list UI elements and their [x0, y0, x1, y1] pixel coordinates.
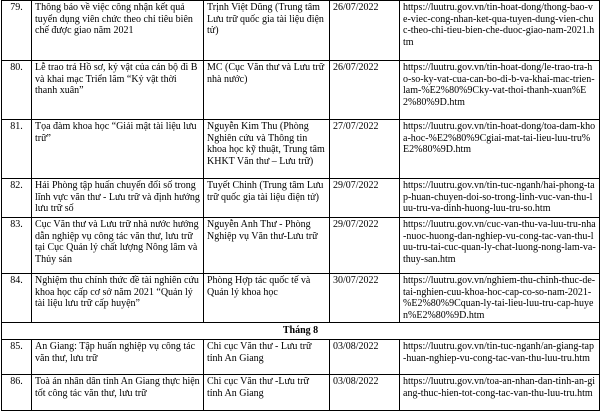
article-date: 26/07/2022 [330, 61, 400, 120]
article-url: https://luutru.gov.vn/tin-hoat-dong/thong-bao-ve-viec-cong-nhan-ket-qua-tuyen-dung-vien-chuc-theo-chi-tieu-bien-che-duoc-giao-nam-2021.htm [400, 1, 600, 61]
article-date: 03/08/2022 [330, 374, 400, 410]
article-title: Nghiệm thu chính thức đề tài nghiên cứu khoa học cấp cơ sở năm 2021 “Quản lý tài liệu lưu trữ cấp huyện” [32, 274, 204, 323]
article-title: Thông báo về việc công nhận kết quả tuyển dụng viên chức theo chỉ tiêu biên chế được giao năm 2021 [32, 1, 204, 61]
article-url: https://luutru.gov.vn/toa-an-nhan-dan-tinh-an-giang-thuc-hien-tot-cong-tac-van-thu-luu-tru.htm [400, 374, 600, 410]
article-url: https://luutru.gov.vn/nghiem-thu-chinh-thuc-de-tai-nghien-cuu-khoa-hoc-cap-co-so-nam-2021-%E2%80%9Cquan-ly-tai-lieu-luu-tru-cap-huyen%E2%80%9D.htm [400, 274, 600, 323]
article-title: Lễ trao trả Hồ sơ, kỷ vật của cán bộ đi B và khai mạc Triển lãm “Kỷ vật thời thanh xuân” [32, 61, 204, 120]
row-number: 81. [2, 120, 32, 179]
article-source: Nguyễn Kim Thu (Phòng Nghiên cứu và Thông tin khoa học kỹ thuật, Trung tâm KHKT Văn thư – Lưu trữ) [204, 120, 330, 179]
article-url: https://luutru.gov.vn/tin-tuc-nganh/hai-phong-tap-huan-chuyen-doi-so-trong-linh-vuc-van-thu-luu-tru-va-dinh-huong-luu-tru-so.htm [400, 179, 600, 218]
article-date: 26/07/2022 [330, 1, 400, 61]
row-number: 85. [2, 339, 32, 374]
row-number: 83. [2, 218, 32, 274]
article-url: https://luutru.gov.vn/cuc-van-thu-va-luu-tru-nha-nuoc-huong-dan-nghiep-vu-cong-tac-van-thu-luu-tru-tai-cuc-quan-ly-chat-luong-nong-lam-va-thuy-san.htm [400, 218, 600, 274]
article-date: 29/07/2022 [330, 179, 400, 218]
table-row [2, 374, 600, 410]
article-url: https://luutru.gov.vn/tin-hoat-dong/toa-dam-khoa-hoc-%E2%80%9Cgiai-mat-tai-lieu-luu-tru%E2%80%9D.htm [400, 120, 600, 179]
row-number: 80. [2, 61, 32, 120]
article-title: Cục Văn thư và Lưu trữ nhà nước hướng dẫn nghiệp vụ công tác văn thư, lưu trữ tại Cục Quản lý chất lượng Nông lâm và Thủy sản [32, 218, 204, 274]
article-title: An Giang: Tập huấn nghiệp vụ công tác văn thư, lưu trữ [32, 339, 204, 374]
article-title: Hải Phòng tập huấn chuyển đổi số trong lĩnh vực văn thư - Lưu trữ và định hướng lưu trữ số [32, 179, 204, 218]
table-row [2, 218, 600, 274]
article-title: Tọa đàm khoa học “Giải mật tài liệu lưu trữ” [32, 120, 204, 179]
table-row [2, 179, 600, 218]
article-date: 29/07/2022 [330, 218, 400, 274]
article-source: Nguyễn Anh Thư - Phòng Nghiệp vụ Văn thư-Lưu trữ [204, 218, 330, 274]
article-date: 03/08/2022 [330, 339, 400, 374]
row-number: 79. [2, 1, 32, 61]
article-title: Toà án nhân dân tỉnh An Giang thực hiện tốt công tác văn thư, lưu trữ [32, 374, 204, 410]
table-row [2, 61, 600, 120]
row-number: 82. [2, 179, 32, 218]
row-number: 84. [2, 274, 32, 323]
article-source: Phòng Hợp tác quốc tế và Quản lý khoa học [204, 274, 330, 323]
table-row [2, 1, 600, 61]
article-url: https://luutru.gov.vn/tin-tuc-nganh/an-giang-tap-huan-nghiep-vu-cong-tac-van-thu-luu-tru.htm [400, 339, 600, 374]
article-source: Chi cục Văn thư -Lưu trữ tỉnh An Giang [204, 374, 330, 410]
month-label: Tháng 8 [2, 323, 600, 340]
article-source: Chi cục Văn thư - Lưu trữ tỉnh An Giang [204, 339, 330, 374]
article-source: MC (Cục Văn thư và Lưu trữ nhà nước) [204, 61, 330, 120]
table-row [2, 120, 600, 179]
month-header-row [2, 323, 600, 340]
article-url: https://luutru.gov.vn/tin-hoat-dong/le-trao-tra-ho-so-ky-vat-cua-can-bo-di-b-va-khai-mac-trien-lam-%E2%80%9Cky-vat-thoi-thanh-xuan%E2%80%9D.htm [400, 61, 600, 120]
row-number: 86. [2, 374, 32, 410]
table-row [2, 274, 600, 323]
articles-table [1, 0, 600, 411]
article-source: Trịnh Việt Dũng (Trung tâm Lưu trữ quốc gia tài liệu điện tử) [204, 1, 330, 61]
article-date: 27/07/2022 [330, 120, 400, 179]
article-date: 30/07/2022 [330, 274, 400, 323]
table-row [2, 339, 600, 374]
article-source: Tuyết Chinh (Trung tâm Lưu trữ quốc gia tài liệu điện tử) [204, 179, 330, 218]
